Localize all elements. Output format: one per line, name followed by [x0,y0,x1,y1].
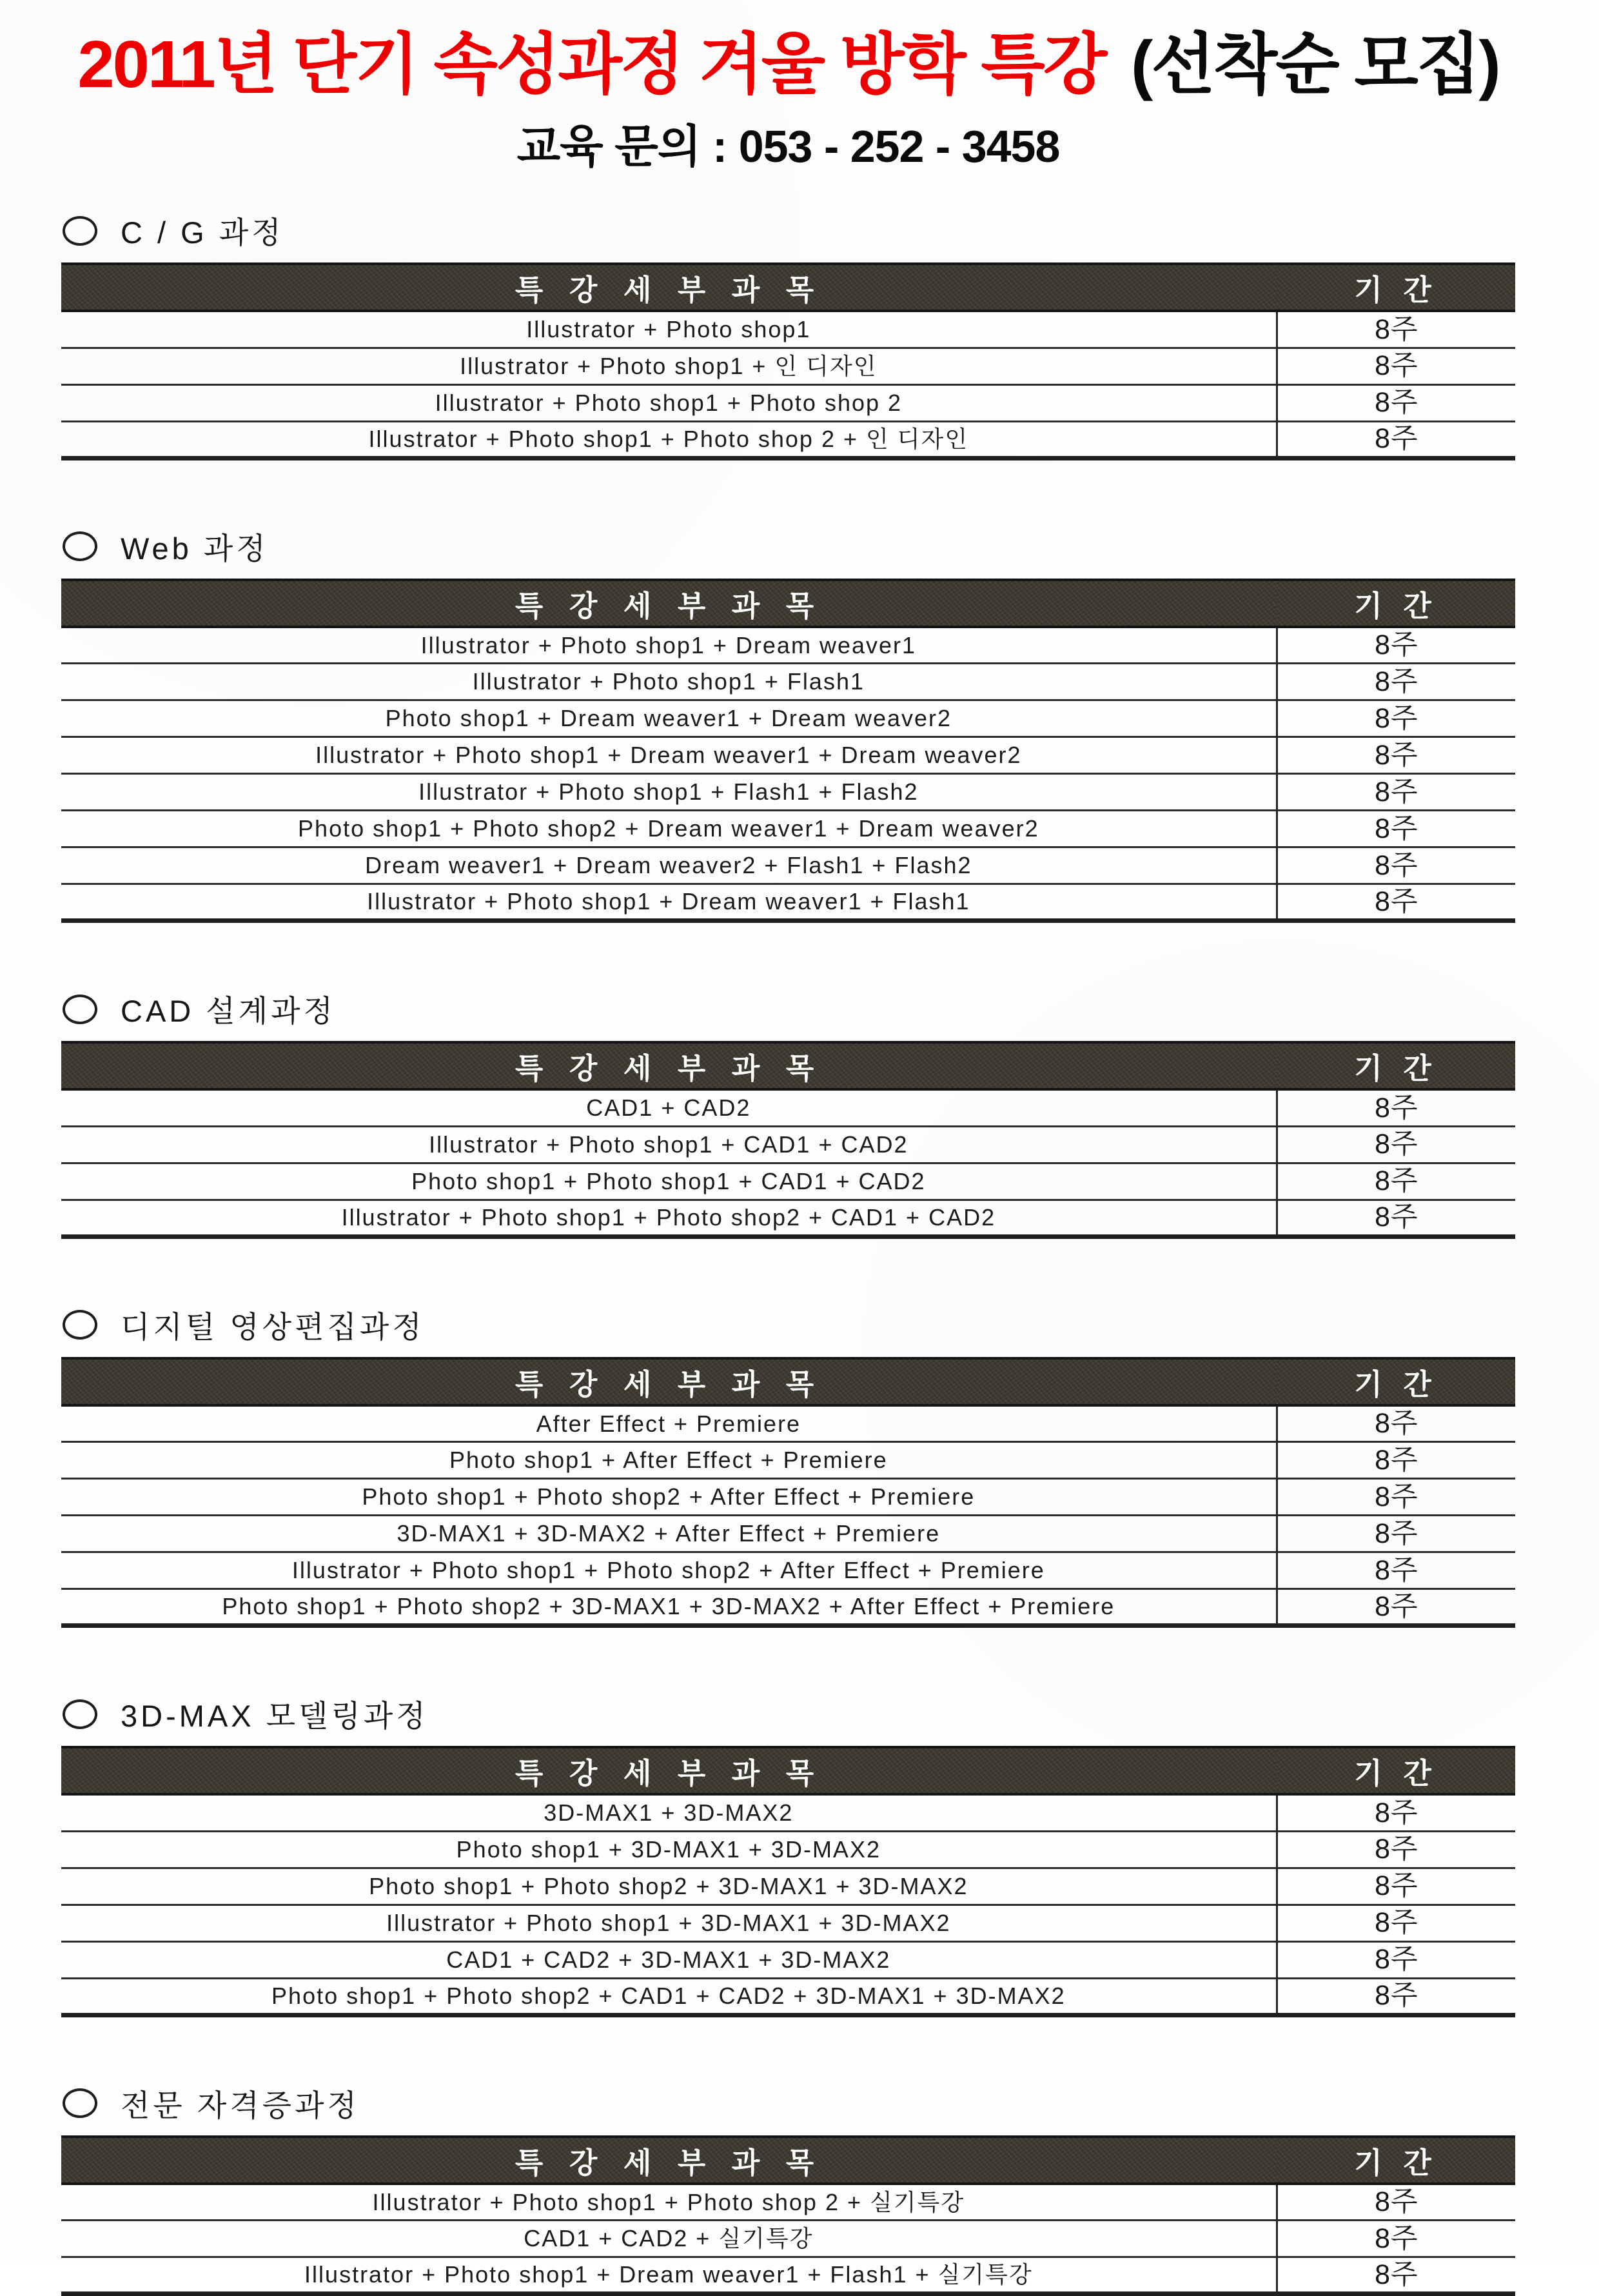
course-period: 8주 [1277,1516,1515,1552]
table-header-row [61,2137,1515,2184]
course-subject: Photo shop1 + 3D-MAX1 + 3D-MAX2 [61,1831,1277,1868]
course-period: 8주 [1277,384,1515,421]
subject-column-header: 특 강 세 부 과 목 [61,580,1277,627]
course-subject: Photo shop1 + Photo shop2 + After Effect + Premiere [61,1479,1277,1516]
course-table [61,579,1515,924]
course-subject: Photo shop1 + Photo shop1 + CAD1 + CAD2 [61,1163,1277,1200]
course-table-body [61,2184,1515,2294]
period-column-header: 기 간 [1277,2137,1515,2184]
course-period: 8주 [1277,1089,1515,1126]
course-row [61,1978,1515,2015]
course-period: 8주 [1277,811,1515,847]
course-period: 8주 [1277,311,1515,348]
course-row [61,1831,1515,1868]
course-subject: Illustrator + Photo shop1 + Dream weaver1 + Dream weaver2 [61,737,1277,774]
course-row [61,774,1515,811]
course-period: 8주 [1277,421,1515,458]
section-title-text: 전문 자격증과정 [121,2088,360,2123]
course-period: 8주 [1277,1442,1515,1479]
course-row [61,1516,1515,1552]
course-subject: CAD1 + CAD2 + 3D-MAX1 + 3D-MAX2 [61,1941,1277,1978]
course-subject: Photo shop1 + After Effect + Premiere [61,1442,1277,1479]
course-row [61,384,1515,421]
section-title [63,1303,1515,1347]
course-subject: After Effect + Premiere [536,1410,801,1437]
course-section [61,1303,1515,1628]
course-table-body [61,1089,1515,1236]
circle-bullet-icon [63,995,97,1024]
period-column-header: 기 간 [1277,1042,1515,1089]
course-section [61,987,1515,1239]
course-period: 8주 [1277,1905,1515,1941]
course-period: 8주 [1277,1479,1515,1516]
course-row [61,1589,1515,1626]
subject-column-header: 특 강 세 부 과 목 [61,1747,1277,1794]
course-section [61,209,1515,460]
course-subject: CAD1 + CAD2 [586,1094,751,1122]
course-subject: 3D-MAX1 + 3D-MAX2 [544,1799,794,1826]
course-row [61,2257,1515,2294]
course-period: 8주 [1277,1794,1515,1831]
course-row [61,811,1515,847]
course-period: 8주 [1277,847,1515,884]
course-row [61,627,1515,664]
subject-column-header: 특 강 세 부 과 목 [61,2137,1277,2184]
period-column-header: 기 간 [1277,1747,1515,1794]
circle-bullet-icon [63,216,97,246]
section-title-text: C / G 과정 [121,215,284,250]
course-subject: Illustrator + Photo shop1 + 인 디자인 [61,348,1277,384]
course-table-body [61,1405,1515,1626]
course-subject: Illustrator + Photo shop1 + Dream weaver1 + Flash1 [61,884,1277,921]
subject-column-header: 특 강 세 부 과 목 [61,1042,1277,1089]
circle-bullet-icon [63,1699,97,1729]
course-period: 8주 [1277,774,1515,811]
course-table [61,1041,1515,1239]
page-title-main: 2011년 단기 속성과정 겨울 방학 특강 [77,27,1106,101]
course-subject: Illustrator + Photo shop1 + Photo shop 2 + 실기특강 [372,2188,965,2215]
course-subject: CAD1 + CAD2 + 실기특강 [61,2221,1277,2257]
section-title-text: 3D-MAX 모델링과정 [121,1699,429,1734]
course-subject: Illustrator + Photo shop1 + Dream weaver1 + Flash1 + 실기특강 [61,2257,1277,2294]
period-column-header: 기 간 [1277,580,1515,627]
course-row [61,1126,1515,1163]
course-period: 8주 [1277,1552,1515,1589]
course-period: 8주 [1277,627,1515,664]
course-row [61,1200,1515,1236]
period-column-header: 기 간 [1277,264,1515,311]
course-row [61,1089,1515,1126]
course-row [61,1163,1515,1200]
course-sections [61,209,1515,2296]
course-subject: Illustrator + Photo shop1 [526,316,811,343]
course-table [61,262,1515,460]
course-period: 8주 [1277,1126,1515,1163]
course-table [61,2135,1515,2296]
course-subject: 3D-MAX1 + 3D-MAX2 + After Effect + Premiere [61,1516,1277,1552]
course-row [61,1868,1515,1905]
course-row [61,421,1515,458]
table-header-row [61,1358,1515,1405]
course-subject: Photo shop1 + Dream weaver1 + Dream weaver2 [61,700,1277,737]
section-title [63,525,1515,568]
course-period: 8주 [1277,884,1515,921]
section-title [63,1692,1515,1736]
course-period: 8주 [1277,737,1515,774]
course-row [61,2221,1515,2257]
circle-bullet-icon [63,531,97,561]
section-title-text: Web 과정 [121,531,269,566]
course-row [61,311,1515,348]
course-subject: Illustrator + Photo shop1 + Flash1 [61,664,1277,700]
course-row [61,737,1515,774]
course-subject: Illustrator + Photo shop1 + Photo shop 2 + 인 디자인 [61,421,1277,458]
course-period: 8주 [1277,1941,1515,1978]
period-column-header: 기 간 [1277,1358,1515,1405]
course-table [61,1746,1515,2017]
course-period: 8주 [1277,700,1515,737]
circle-bullet-icon [63,1310,97,1340]
course-period: 8주 [1277,1163,1515,1200]
course-subject: Illustrator + Photo shop1 + Photo shop2 + CAD1 + CAD2 [61,1200,1277,1236]
course-row [61,2184,1515,2221]
course-row [61,1552,1515,1589]
course-table [61,1357,1515,1628]
course-row [61,884,1515,921]
course-table-body [61,1794,1515,2015]
course-row [61,847,1515,884]
course-subject: Illustrator + Photo shop1 + Flash1 + Flash2 [61,774,1277,811]
course-subject: Photo shop1 + Photo shop2 + 3D-MAX1 + 3D-MAX2 [61,1868,1277,1905]
course-row [61,1442,1515,1479]
section-title-text: 디지털 영상편집과정 [121,1309,425,1344]
course-period: 8주 [1277,2221,1515,2257]
course-subject: Illustrator + Photo shop1 + Photo shop2 + After Effect + Premiere [61,1552,1277,1589]
section-title-text: CAD 설계과정 [121,994,336,1029]
section-title [63,987,1515,1031]
course-row [61,1794,1515,1831]
course-section [61,1692,1515,2017]
course-section [61,2082,1515,2296]
course-row [61,348,1515,384]
section-title [63,209,1515,252]
course-subject: Photo shop1 + Photo shop2 + 3D-MAX1 + 3D-MAX2 + After Effect + Premiere [61,1589,1277,1626]
section-title [63,2082,1515,2125]
course-period: 8주 [1277,1868,1515,1905]
course-table-body [61,627,1515,921]
course-subject: Photo shop1 + Photo shop2 + Dream weaver1 + Dream weaver2 [61,811,1277,847]
course-row [61,1905,1515,1941]
course-period: 8주 [1277,664,1515,700]
course-subject: Illustrator + Photo shop1 + Photo shop 2 [61,384,1277,421]
table-header-row [61,1042,1515,1089]
circle-bullet-icon [63,2088,97,2118]
course-period: 8주 [1277,1589,1515,1626]
course-row [61,1405,1515,1442]
course-period: 8주 [1277,1831,1515,1868]
course-period: 8주 [1277,1405,1515,1442]
course-row [61,664,1515,700]
contact-phone: 교육 문의 : 053 - 252 - 3458 [516,121,1060,172]
course-subject: Illustrator + Photo shop1 + Dream weaver1 [420,631,917,658]
course-period: 8주 [1277,1978,1515,2015]
course-period: 8주 [1277,2184,1515,2221]
course-subject: Illustrator + Photo shop1 + CAD1 + CAD2 [61,1126,1277,1163]
course-period: 8주 [1277,1200,1515,1236]
course-subject: Dream weaver1 + Dream weaver2 + Flash1 + Flash2 [61,847,1277,884]
course-subject: Photo shop1 + Photo shop2 + CAD1 + CAD2 + 3D-MAX1 + 3D-MAX2 [61,1978,1277,2015]
course-row [61,1479,1515,1516]
course-period: 8주 [1277,348,1515,384]
course-row [61,1941,1515,1978]
page-title [61,27,1515,101]
table-header-row [61,580,1515,627]
table-header-row [61,264,1515,311]
course-subject: Illustrator + Photo shop1 + 3D-MAX1 + 3D-MAX2 [61,1905,1277,1941]
course-row [61,700,1515,737]
subject-column-header: 특 강 세 부 과 목 [61,1358,1277,1405]
course-section [61,525,1515,924]
page-title-note: (선착순 모집) [1130,27,1499,101]
table-header-row [61,1747,1515,1794]
subject-column-header: 특 강 세 부 과 목 [61,264,1277,311]
course-period: 8주 [1277,2257,1515,2294]
course-table-body [61,311,1515,458]
